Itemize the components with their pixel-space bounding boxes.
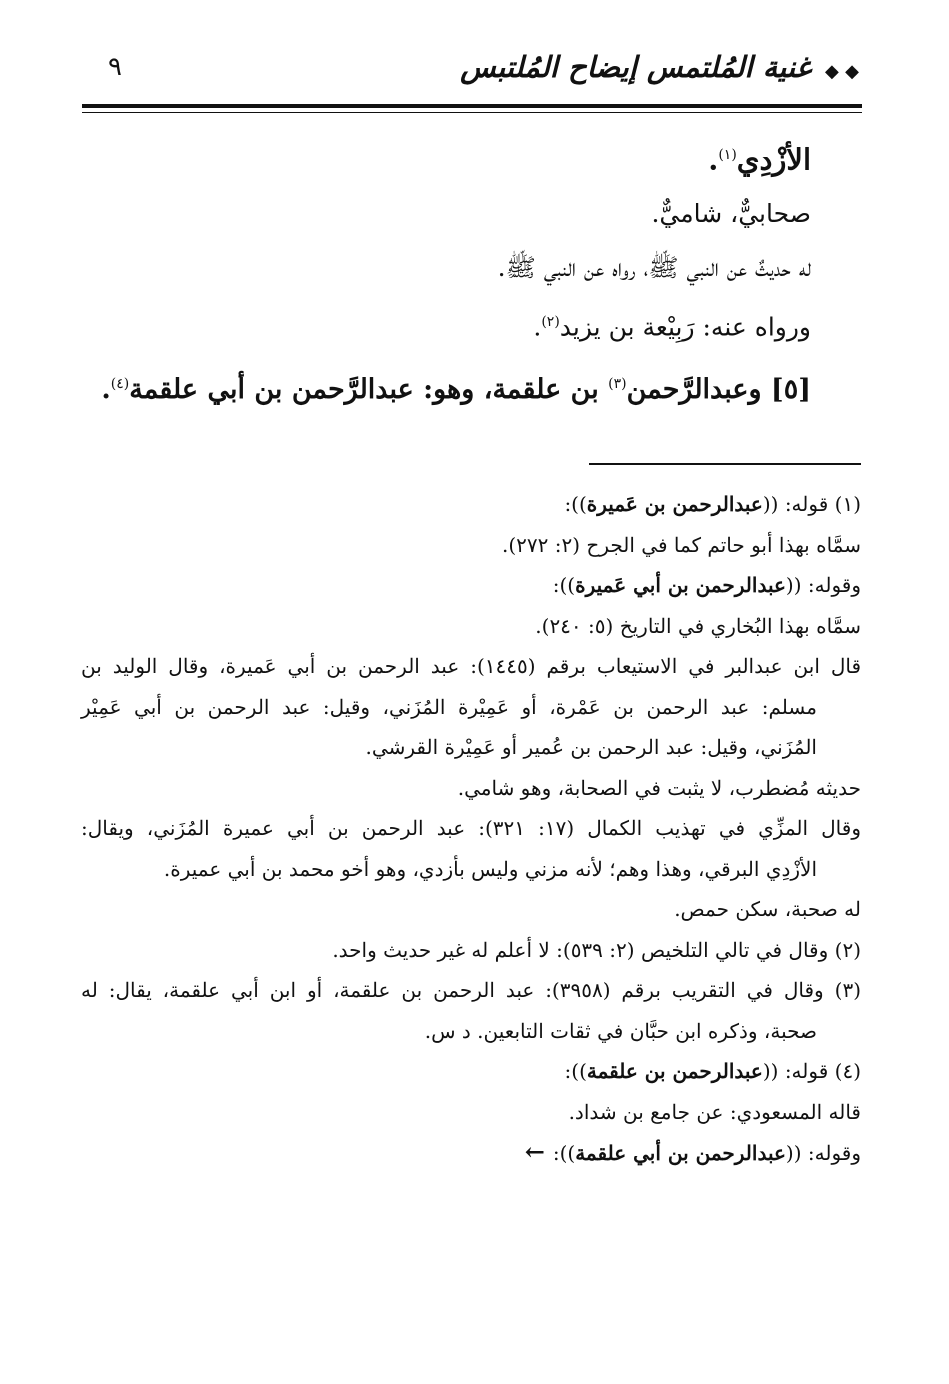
main-line-3: له حديثٌ عن النبي ﷺ، رواه عن النبي ﷺ. bbox=[497, 252, 811, 282]
footnote-1-line-10: الأزْدِي البرقي، وهذا وهم؛ لأنه مزني وليس بأزدي، وهو أخو محمد بن أبي عميرة. bbox=[163, 856, 817, 881]
main-line-4 bbox=[121, 295, 811, 354]
footnote-1-line-5: قال ابن عبدالبر في الاستيعاب برقم (١٤٤٥): عبد الرحمن بن أبي عَميرة، وقال الوليد بن bbox=[81, 654, 862, 678]
main-line-2: صحابيٌّ، شاميٌّ. bbox=[651, 198, 811, 228]
diamond-ornament-icon: ◆ ◆ bbox=[825, 61, 859, 82]
header-title: غنية المُلتمس إيضاح المُلتبس bbox=[460, 50, 811, 84]
fn-text: )): bbox=[552, 1141, 576, 1165]
footnote-4-line-3 bbox=[81, 1132, 861, 1174]
main-text bbox=[101, 128, 811, 420]
fn-text: )): bbox=[564, 1059, 587, 1083]
entry-heading: [٥] وعبدالرَّحمن bbox=[626, 373, 811, 405]
fn-bold: عبدالرحمن بن أبي عَميرة bbox=[575, 573, 786, 597]
footnote-4-line-2: قاله المسعودي: عن جامع بن شداد. bbox=[568, 1099, 861, 1124]
footnote-4-line-1 bbox=[81, 1051, 861, 1092]
running-header bbox=[159, 50, 859, 84]
footnote-ref-2: (٢) bbox=[541, 313, 560, 330]
fn-text: (١) قوله: (( bbox=[762, 492, 861, 516]
page-number: ٩ bbox=[108, 52, 122, 82]
fn-text: (٤) قوله: (( bbox=[762, 1059, 861, 1083]
main-line-4-text: ورواه عنه: رَبِيْعة بن يزيد bbox=[559, 311, 811, 341]
footnote-1-line-6: مسلم: عبد الرحمن بن عَمْرة، أو عَمِيْرة المُزَني، وقيل: عبد الرحمن بن أبي عَمِيْر bbox=[81, 694, 817, 719]
main-line-1 bbox=[121, 128, 811, 187]
line-end: . bbox=[708, 142, 719, 177]
footnote-1-line-1 bbox=[81, 484, 861, 525]
fn-text: )): bbox=[564, 492, 587, 516]
footnote-1-line-11: له صحبة، سكن حمص. bbox=[674, 897, 861, 921]
fn-text: وقوله: (( bbox=[785, 1141, 861, 1165]
narrator-name: الأزْدِي bbox=[736, 142, 811, 177]
fn-bold: عبدالرحمن بن أبي علقمة bbox=[575, 1141, 786, 1165]
fn-text: وقوله: (( bbox=[785, 573, 861, 597]
header-rule-thick bbox=[82, 104, 862, 108]
fn-bold: عبدالرحمن بن علقمة bbox=[586, 1059, 763, 1083]
footnote-1-line-9: وقال المزِّي في تهذيب الكمال (١٧: ٣٢١): عبد الرحمن بن أبي عميرة المُزَني، ويقال: bbox=[81, 816, 861, 840]
main-line-5 bbox=[101, 354, 811, 420]
footnote-ref-1: (١) bbox=[718, 147, 737, 163]
continue-arrow-icon: ← bbox=[524, 1137, 545, 1166]
footnote-1-line-4: سمَّاه بهذا البُخاري في التاريخ (٥: ٢٤٠). bbox=[535, 613, 861, 638]
footnote-1-line-3 bbox=[81, 565, 861, 606]
fn-text: )): bbox=[552, 573, 576, 597]
footnote-1-line-8: حديثه مُضطرب، لا يثبت في الصحابة، وهو شامي. bbox=[457, 775, 861, 800]
footnote-ref-3: (٣) bbox=[608, 375, 627, 392]
entry-heading-cont: بن علقمة، وهو: عبدالرَّحمن بن أبي علقمة bbox=[129, 373, 609, 405]
footnote-2: (٢) وقال في تالي التلخيص (٢: ٥٣٩): لا أعلم له غير حديث واحد. bbox=[332, 937, 861, 962]
footnotes bbox=[81, 484, 861, 1174]
line-end: . bbox=[533, 311, 542, 341]
footnote-1-line-2: سمَّاه بهذا أبو حاتم كما في الجرح (٢: ٢٧٢). bbox=[501, 532, 861, 557]
footnote-3-line-1: (٣) وقال في التقريب برقم (٣٩٥٨): عبد الرحمن بن علقمة، أو ابن أبي علقمة، يقال: له bbox=[81, 978, 861, 1002]
footnote-3-line-2: صحبة، وذكره ابن حبَّان في ثقات التابعين. د س. bbox=[424, 1018, 817, 1043]
footnote-1-line-7: المُزَني، وقيل: عبد الرحمن بن عُمير أو عَمِيْرة القرشي. bbox=[365, 735, 817, 759]
footnote-separator bbox=[589, 463, 861, 465]
fn-bold: عبدالرحمن بن عَميرة bbox=[586, 492, 763, 516]
footnote-ref-4: (٤) bbox=[110, 375, 130, 392]
line-end: . bbox=[101, 373, 111, 405]
header-rule-thin bbox=[82, 112, 862, 113]
